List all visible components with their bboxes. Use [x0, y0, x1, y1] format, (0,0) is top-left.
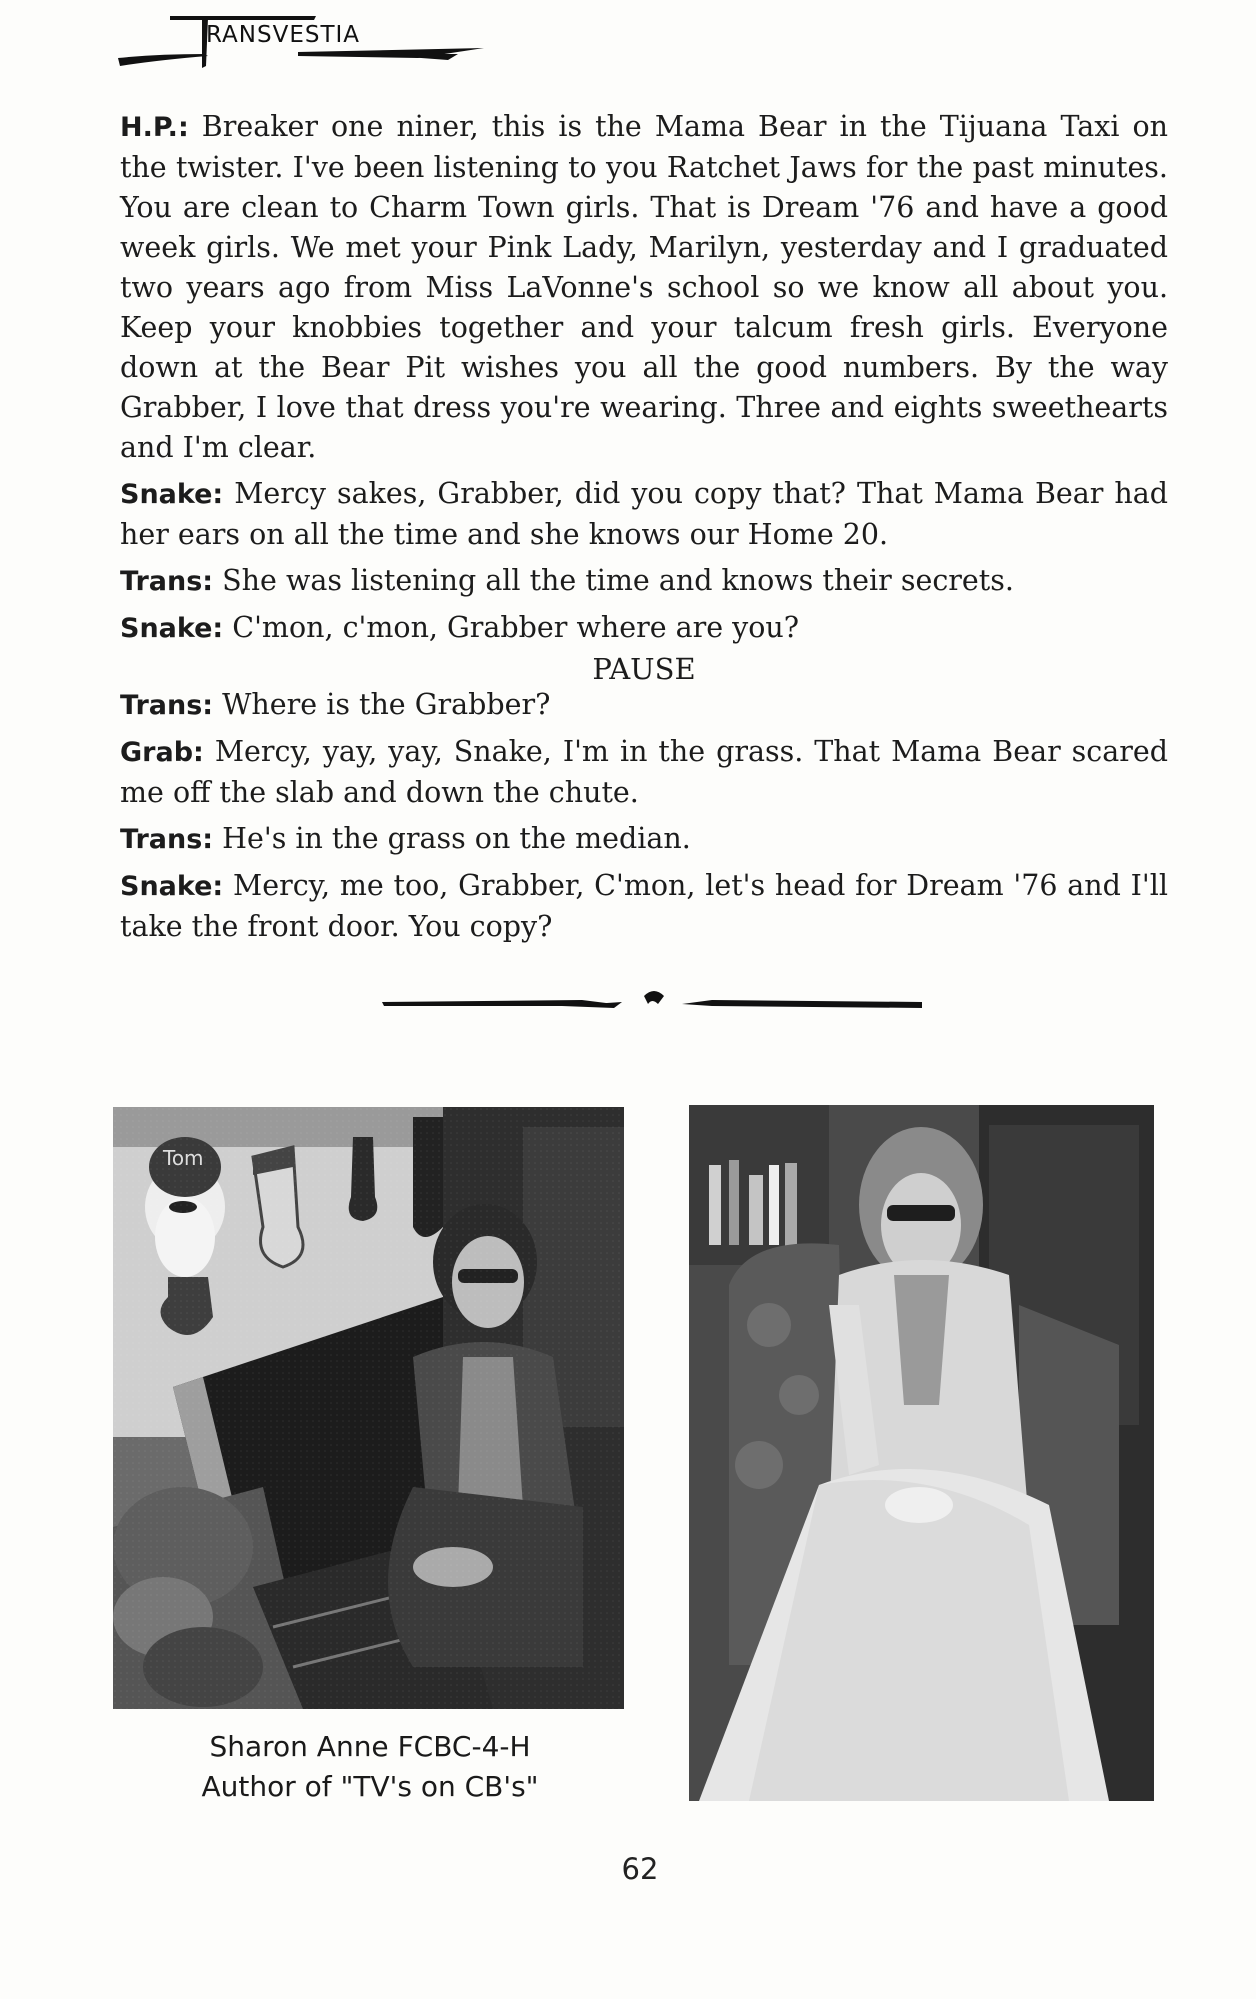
page-number: 62 [621, 1852, 659, 1886]
masthead [118, 8, 488, 78]
dialogue-paragraph [120, 474, 1168, 555]
photo-armchair-portrait [689, 1105, 1154, 1801]
dialogue-text: Mercy, yay, yay, Snake, I'm in the grass. That Mama Bear scared me off the slab and down the chute. [120, 735, 1168, 809]
speaker-label: Grab: [120, 737, 204, 768]
masthead-title: RANSVESTIA [206, 22, 361, 48]
dialogue-paragraph [120, 819, 1168, 860]
speaker-label: H.P.: [120, 112, 189, 143]
dialogue-text: C'mon, c'mon, Grabber where are you? [223, 611, 800, 644]
dialogue-text: Mercy, me too, Grabber, C'mon, let's head for Dream '76 and I'll take the front door. You copy? [120, 869, 1168, 943]
dialogue-text: He's in the grass on the median. [213, 822, 691, 855]
speaker-label: Snake: [120, 479, 224, 510]
divider-ornament-icon [382, 982, 922, 1022]
dialogue-paragraph [120, 866, 1168, 947]
speaker-label: Trans: [120, 690, 214, 721]
dialogue-paragraph [120, 685, 1168, 726]
article-body [120, 107, 1168, 953]
dialogue-text: Mercy sakes, Grabber, did you copy that? That Mama Bear had her ears on all the time and she knows our Home 20. [120, 477, 1168, 551]
speaker-label: Trans: [120, 824, 214, 855]
speaker-label: Snake: [120, 613, 224, 644]
pause-heading: PAUSE [592, 652, 696, 686]
dialogue-paragraph [120, 561, 1168, 602]
dialogue-text: Breaker one niner, this is the Mama Bear in the Tijuana Taxi on the twister. I've been listening to you Ratchet Jaws for the past minutes. You are clean to Charm Town girls. That is Dream '76 and have a good week girls. We met your Pink Lady, Marilyn, yesterday and I graduated two years ago from Miss LaVonne's school so we know all about you. Keep your knobbies together and your talcum fresh girls. Everyone down at the Bear Pit wishes you all the good numbers. By the way Grabber, I love that dress you're wearing. Three and eights sweethearts and I'm clear. [120, 110, 1168, 464]
speaker-label: Snake: [120, 871, 224, 902]
dialogue-paragraph [120, 107, 1168, 468]
photo-caption [150, 1727, 590, 1807]
caption-line-name: Sharon Anne FCBC-4-H [209, 1730, 531, 1763]
dialogue-paragraph [120, 608, 1168, 649]
dialogue-text: She was listening all the time and knows their secrets. [213, 564, 1014, 597]
speaker-label: Trans: [120, 566, 214, 597]
caption-line-author: Author of "TV's on CB's" [201, 1770, 539, 1803]
dialogue-paragraph [120, 732, 1168, 813]
dialogue-text: Where is the Grabber? [213, 688, 551, 721]
photo-fireplace-portrait [113, 1107, 624, 1709]
